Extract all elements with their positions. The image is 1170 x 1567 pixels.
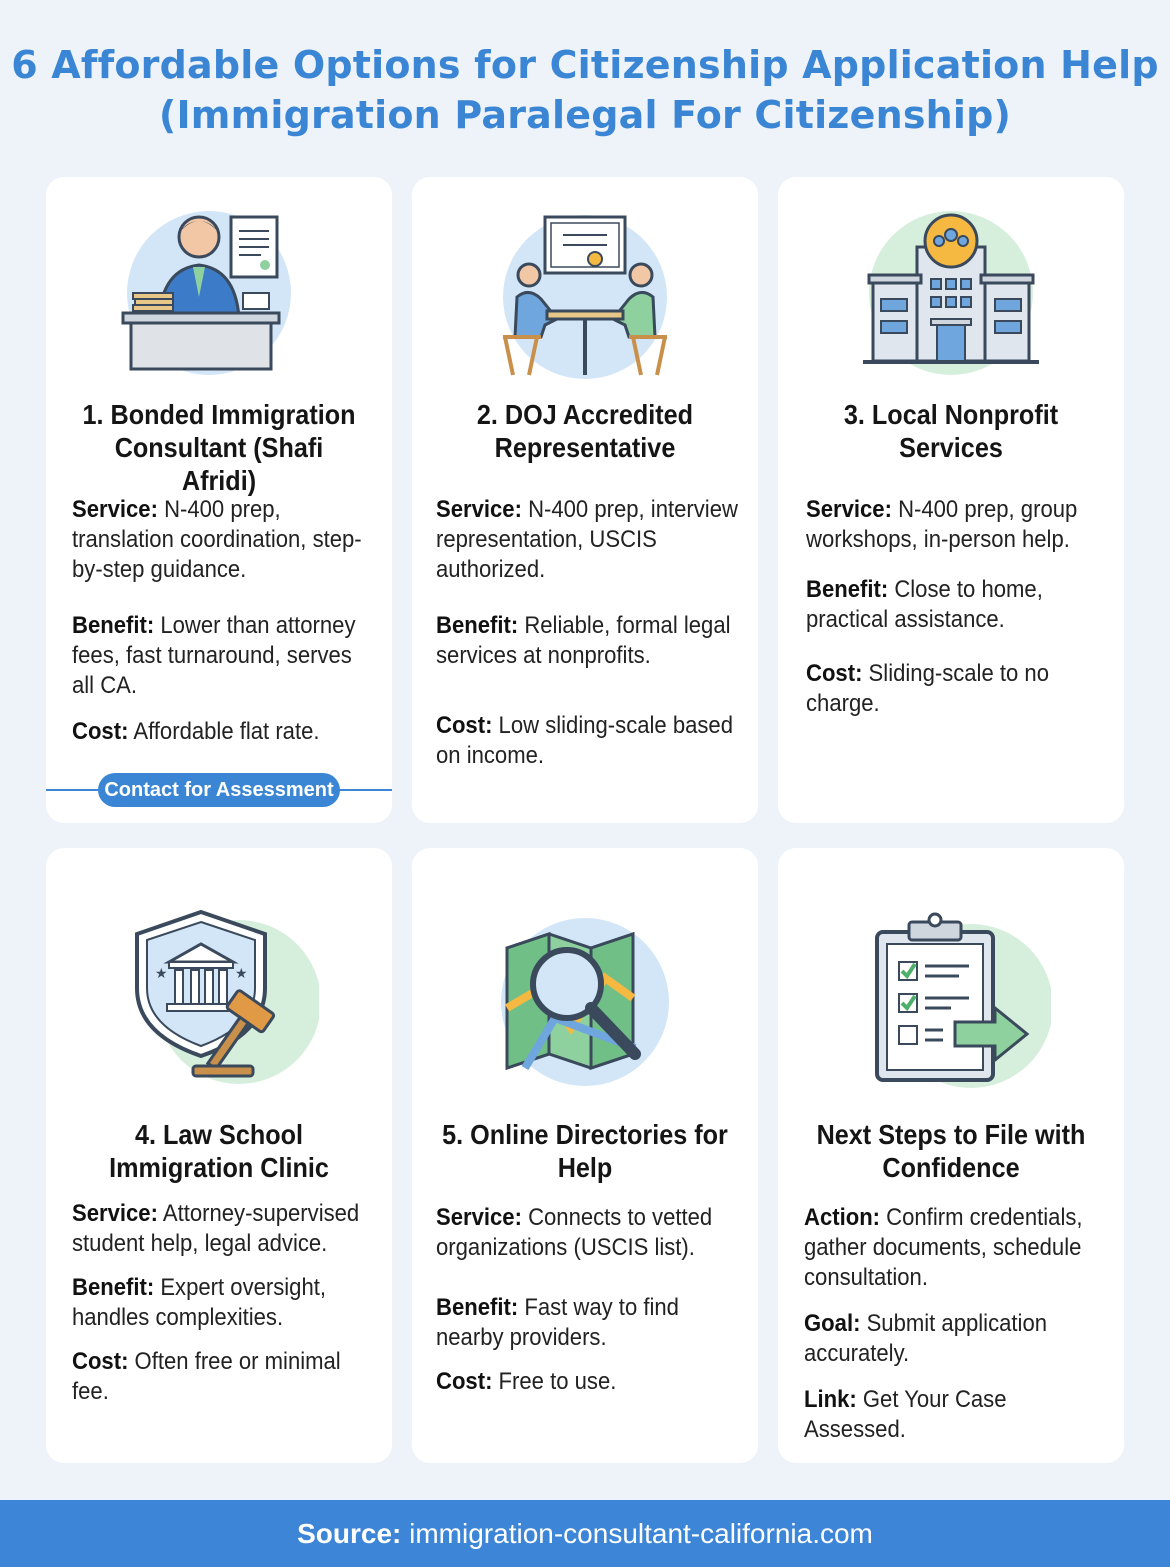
card-heading: 5. Online Directories for Help [442,1119,728,1183]
next-steps-card [778,848,1124,1463]
cost-line: Cost: Affordable flat rate. [72,718,320,745]
card-body [806,495,1124,735]
card-heading: 3. Local Nonprofit Services [843,399,1059,463]
footer-label: Source: [297,1518,402,1549]
benefit-line: Benefit: Expert oversight, handles complexities. [72,1274,327,1331]
consultant-desk-icon [119,207,319,387]
card-body [804,1203,1124,1461]
cost-line: Cost: Free to use. [436,1368,617,1395]
service-line: Service: N-400 prep, group workshops, in-person help. [806,496,1078,553]
cost-line: Cost: Often free or minimal fee. [72,1348,341,1405]
source-footer [0,1500,1170,1567]
card-heading: 4. Law School Immigration Clinic [109,1119,329,1183]
service-line: Service: N-400 prep, translation coordination, step-by-step guidance. [72,496,362,583]
benefit-line: Benefit: Lower than attorney fees, fast turnaround, serves all CA. [72,612,356,699]
option-card-consultant [46,177,392,823]
meeting-certificate-icon [485,207,685,387]
benefit-line: Benefit: Close to home, practical assistance. [806,576,1043,633]
cost-line: Cost: Sliding-scale to no charge. [806,660,1049,717]
community-building-icon [851,207,1051,387]
card-body [72,495,392,763]
card-heading: Next Steps to File with Confidence [816,1119,1086,1183]
option-card-law-clinic [46,848,392,1463]
option-card-directories [412,848,758,1463]
card-body [436,495,756,787]
benefit-line: Benefit: Reliable, formal legal services at nonprofits. [436,612,731,669]
service-line: Service: Attorney-supervised student help, legal advice. [72,1200,360,1257]
option-card-doj [412,177,758,823]
footer-source-link[interactable]: immigration-consultant-california.com [409,1518,873,1549]
option-card-nonprofit [778,177,1124,823]
service-line: Service: Connects to vetted organizations (USCIS list). [436,1204,713,1261]
svg-text:★: ★ [235,966,248,982]
svg-text:★: ★ [155,966,168,982]
card-body [72,1199,392,1423]
card-body [436,1203,756,1413]
page-title: 6 Affordable Options for Citizenship Application Help (Immigration Paralegal For Citizenship) [11,43,1159,137]
benefit-line: Benefit: Fast way to find nearby providers. [436,1294,679,1351]
cost-line: Cost: Low sliding-scale based on income. [436,712,733,769]
action-line: Action: Confirm credentials, gather documents, schedule consultation. [804,1204,1083,1291]
link-line[interactable]: Link: Get Your Case Assessed. [804,1386,1007,1443]
shield-gavel-icon [119,904,319,1084]
card-heading: 2. DOJ Accredited Representative [476,399,694,463]
goal-line: Goal: Submit application accurately. [804,1310,1048,1367]
card-heading: 1. Bonded Immigration Consultant (Shafi Afridi) [82,399,356,496]
service-line: Service: N-400 prep, interview representation, USCIS authorized. [436,496,738,583]
checklist-clipboard-icon [851,910,1051,1090]
map-magnifier-icon [485,908,685,1088]
contact-assessment-button[interactable]: Contact for Assessment [98,773,340,807]
